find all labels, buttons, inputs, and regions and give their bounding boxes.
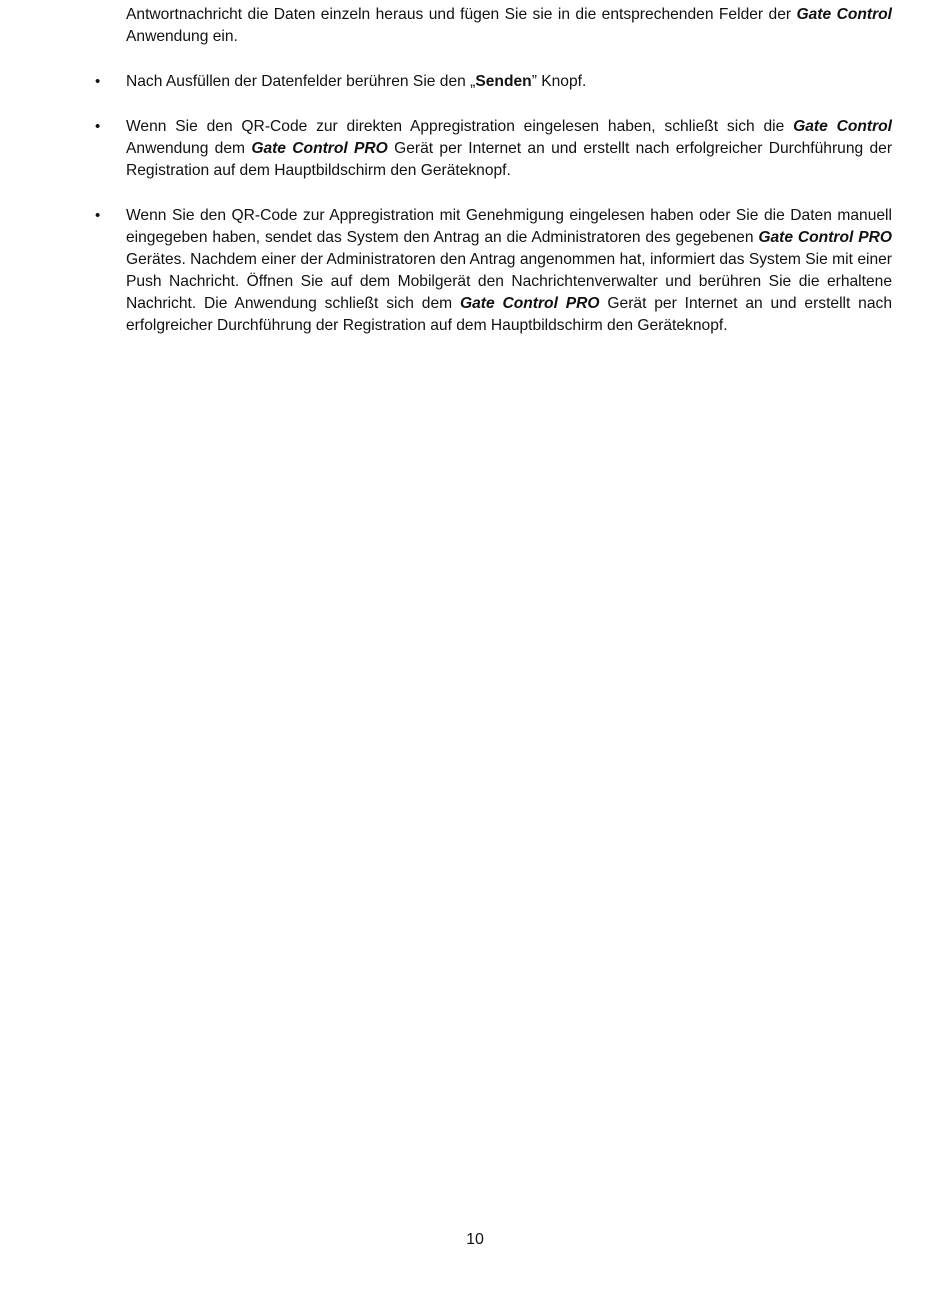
bullet-marker: • bbox=[95, 207, 101, 224]
bullet-text: Anwendung dem bbox=[126, 140, 252, 157]
bullet-text: Wenn Sie den QR-Code zur Appregistration mit Genehmigung eingelesen haben oder Sie die Daten manuell eingegeben haben, sendet das System den Antrag an die Administratoren des gegebenen bbox=[126, 207, 892, 246]
bullet-marker: • bbox=[95, 118, 101, 135]
paragraph-continuation bbox=[126, 4, 892, 48]
page-number: 10 bbox=[466, 1231, 484, 1248]
paragraph-text: Antwortnachricht die Daten einzeln heraus und fügen Sie sie in die entsprechenden Felder der bbox=[126, 6, 797, 23]
bullet-text: Wenn Sie den QR-Code zur direkten Appregistration eingelesen haben, schließt sich die bbox=[126, 118, 794, 135]
bullet-item-direct-registration bbox=[95, 116, 893, 182]
bullet-text: Nach Ausfüllen der Datenfelder berühren Sie den „ bbox=[126, 73, 476, 90]
bullet-text: Gerät per Internet an und erstellt nach erfolgreicher Durchführung der Registration auf dem Hauptbildschirm den Geräteknopf. bbox=[126, 295, 893, 334]
bullet-text: ” Knopf. bbox=[531, 73, 587, 90]
app-name-emphasis: Gate Control bbox=[793, 118, 892, 135]
device-name-emphasis: Gate Control PRO bbox=[459, 295, 600, 312]
bullet-text: Gerätes. Nachdem einer der Administratoren den Antrag angenommen hat, informiert das System Sie mit einer Push Nachricht. Öffnen Sie auf dem Mobilgerät den Nachrichtenverwalter und berühren Sie die erhaltene Nachricht. Die Anwendung schließt sich dem bbox=[126, 251, 892, 312]
bullet-text: Gerät per Internet an und erstellt nach erfolgreicher Durchführung der Registration auf dem Hauptbildschirm den Geräteknopf. bbox=[126, 140, 893, 179]
paragraph-text: Anwendung ein. bbox=[126, 28, 238, 45]
page-content bbox=[95, 4, 893, 337]
app-name-emphasis: Gate Control bbox=[796, 6, 892, 23]
bullet-item-approval-registration bbox=[95, 205, 893, 337]
bullet-item-send bbox=[95, 71, 892, 93]
send-button-label-emphasis: Senden bbox=[475, 73, 532, 90]
device-name-emphasis: Gate Control PRO bbox=[758, 229, 892, 246]
device-name-emphasis: Gate Control PRO bbox=[251, 140, 388, 157]
bullet-marker: • bbox=[95, 73, 101, 90]
